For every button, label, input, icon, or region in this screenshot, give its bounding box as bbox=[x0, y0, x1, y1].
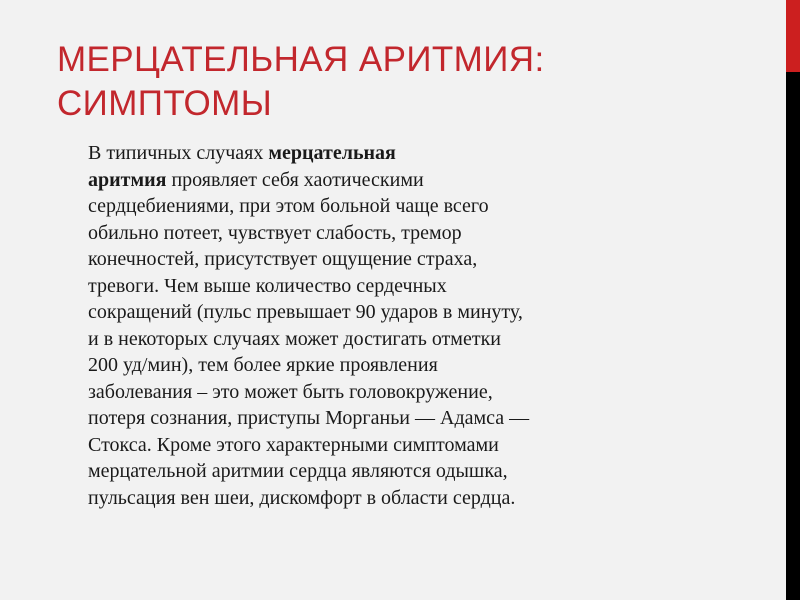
body-line-5: конечностей, присутствует ощущение страха, bbox=[88, 248, 478, 270]
body-line-9: 200 уд/мин), тем более яркие проявления bbox=[88, 354, 438, 376]
slide-title-line-1: МЕРЦАТЕЛЬНАЯ АРИТМИЯ: bbox=[57, 40, 545, 79]
body-line-1 bbox=[88, 140, 698, 167]
slide-title bbox=[57, 38, 757, 126]
body-line-11: потеря сознания, приступы Морганьи — Адамса — bbox=[88, 407, 530, 429]
body-line-14: пульсация вен шеи, дискомфорт в области сердца. bbox=[88, 486, 516, 509]
body-line-8: и в некоторых случаях может достигать отметки bbox=[88, 327, 501, 350]
right-side-accent bbox=[786, 0, 800, 72]
body-line-2-bold: аритмия bbox=[88, 168, 167, 191]
body-line-7: сокращений (пульс превышает 90 ударов в минуту, bbox=[88, 301, 523, 323]
body-line-6: тревоги. Чем выше количество сердечных bbox=[88, 274, 447, 297]
body-line-4: обильно потеет, чувствует слабость, тремор bbox=[88, 221, 462, 244]
body-line-12: Стокса. Кроме этого характерными симптомами bbox=[88, 433, 499, 456]
slide-body-text bbox=[88, 140, 698, 511]
slide-title-line-2: СИМПТОМЫ bbox=[57, 84, 273, 123]
body-line-1-bold: мерцательная bbox=[268, 142, 396, 164]
right-side-bar bbox=[786, 0, 800, 600]
body-line-10: заболевания – это может быть головокружение, bbox=[88, 380, 493, 403]
body-line-3: сердцебиениями, при этом больной чаще всего bbox=[88, 195, 489, 217]
body-line-1-prefix: В типичных случаях bbox=[88, 142, 269, 164]
body-line-2 bbox=[88, 167, 698, 194]
body-line-2-rest: проявляет себя хаотическими bbox=[166, 168, 424, 191]
body-line-13: мерцательной аритмии сердца являются одышка, bbox=[88, 460, 508, 482]
